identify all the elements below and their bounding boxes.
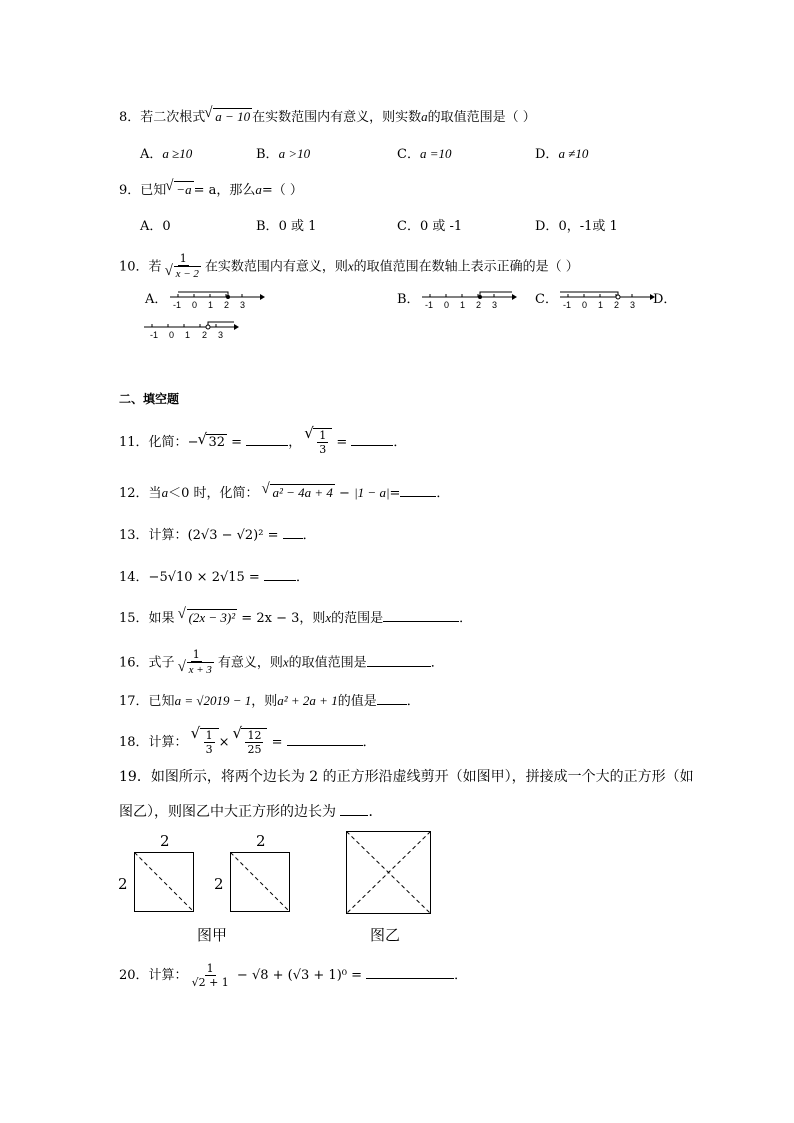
- math-expression: (2√3 − √2)²: [187, 528, 264, 543]
- equals-sign: =: [347, 968, 367, 983]
- radical-expression: √ (2x − 3)²: [187, 609, 238, 625]
- math-expression: −5√10 × 2√15: [148, 570, 245, 585]
- times-sign: ×: [218, 735, 230, 750]
- question-text: 的取值范围是（ ）: [427, 110, 536, 125]
- question-12: [119, 482, 449, 503]
- question-number: 12．: [119, 486, 149, 501]
- side-label: 2: [214, 875, 224, 893]
- fraction: $\frac{1}{√2 + 1}$: [191, 962, 229, 989]
- answer-blank[interactable]: [246, 431, 288, 446]
- question-number: 16．: [119, 655, 149, 671]
- question-text: 已知: [140, 183, 167, 198]
- question-text: 式子: [148, 655, 175, 671]
- period: ．: [406, 694, 420, 709]
- tick-label: 2: [476, 300, 482, 310]
- section-title: 二、填空题: [119, 392, 180, 406]
- period: ．: [302, 528, 316, 543]
- question-8: [119, 108, 536, 127]
- option-d[interactable]: D．0，-1或 1: [535, 219, 618, 234]
- question-number: 19．: [119, 769, 151, 785]
- question-16: [119, 648, 444, 678]
- question-text: 化简：: [148, 435, 188, 450]
- answer-blank[interactable]: [383, 607, 459, 622]
- question-20: [119, 962, 467, 989]
- question-text: = a，那么: [193, 183, 256, 198]
- separator: ，: [288, 435, 302, 450]
- question-text: 计算：: [148, 528, 188, 543]
- answer-blank[interactable]: [264, 566, 296, 581]
- radical-fraction: √ $\frac{1}{3}$: [313, 428, 332, 456]
- question-19: [119, 768, 694, 786]
- question-text: =（ ）: [261, 183, 303, 198]
- tick-label: 2: [224, 300, 230, 310]
- question-text: 的取值范围在数轴上表示正确的是（ ）: [353, 259, 579, 275]
- option-a-label[interactable]: A．: [145, 292, 168, 307]
- question-text: 在实数范围内有意义，则实数: [252, 110, 422, 125]
- option-b-label[interactable]: B．: [397, 292, 420, 307]
- tick-label: 3: [630, 300, 636, 310]
- tick-label: 2: [614, 300, 620, 310]
- question-text: 若: [148, 259, 162, 275]
- question-number: 10．: [119, 259, 149, 275]
- question-text: 已知: [148, 694, 175, 709]
- period: ．: [393, 435, 407, 450]
- variable: a: [255, 182, 262, 197]
- minus-sign: −: [187, 435, 199, 450]
- period: ．: [459, 611, 473, 626]
- radical-expression: √ a − 10: [213, 108, 252, 124]
- answer-blank[interactable]: [287, 731, 363, 746]
- radical-expression: √ −a: [174, 181, 193, 197]
- math-expression: − √8 + (√3 + 1)⁰: [232, 968, 347, 983]
- tick-label: 0: [192, 300, 198, 310]
- number-line-b[interactable]: [420, 287, 520, 311]
- number-line-c[interactable]: [558, 287, 658, 311]
- tick-label: 1: [208, 300, 214, 310]
- tick-label: -1: [173, 300, 182, 310]
- square-figure-2: [230, 852, 290, 912]
- variable: a: [421, 109, 428, 124]
- tick-label: 1: [460, 300, 466, 310]
- square-figure-1: [134, 852, 194, 912]
- tick-label: 0: [444, 300, 450, 310]
- period: ．: [454, 968, 468, 983]
- figure-caption: 图乙: [370, 926, 401, 944]
- tick-label: 1: [185, 330, 191, 340]
- equals-sign: =: [336, 435, 348, 450]
- tick-label: -1: [150, 330, 159, 340]
- variable: x: [282, 654, 289, 670]
- math-expression: a² + 2a + 1: [277, 693, 338, 708]
- question-17: [119, 690, 420, 711]
- answer-blank[interactable]: [367, 652, 431, 667]
- variable: a: [161, 485, 169, 500]
- question-11: [119, 428, 406, 456]
- side-label: 2: [118, 875, 128, 893]
- side-label: 2: [256, 832, 266, 850]
- equation: = 2x − 3，则: [237, 611, 326, 626]
- figure-caption: 图甲: [197, 926, 228, 944]
- question-13: [119, 524, 316, 545]
- equals-sign: =: [231, 435, 243, 450]
- question-text: 如图所示，将两个边长为 2 的正方形沿虚线剪开（如图甲），拼接成一个大的正方形（如: [150, 769, 694, 785]
- option-c[interactable]: C．0 或 -1: [397, 219, 463, 234]
- minus-sign: −: [334, 486, 355, 501]
- question-text: 计算：: [148, 735, 188, 750]
- number-line-a[interactable]: [168, 287, 268, 311]
- tick-label: 3: [240, 300, 246, 310]
- question-text: 计算：: [148, 968, 188, 983]
- question-9: [119, 181, 303, 200]
- question-text: 有意义，则: [217, 655, 283, 671]
- equals-sign: =: [244, 570, 264, 585]
- question-number: 15．: [119, 611, 149, 626]
- answer-blank[interactable]: [377, 690, 407, 705]
- question-text: ，则: [251, 694, 278, 709]
- fraction: 1 √ x + 3: [177, 648, 216, 678]
- question-text: 的范围是: [331, 611, 384, 626]
- question-19-cont: [119, 801, 382, 821]
- radical-expression: √ a² − 4a + 4: [270, 484, 334, 500]
- period: ．: [368, 804, 383, 820]
- answer-blank[interactable]: [283, 524, 303, 539]
- question-14: [119, 566, 309, 587]
- equals-sign: =: [263, 528, 283, 543]
- equals-sign: =: [389, 486, 401, 501]
- question-number: 11．: [119, 435, 149, 450]
- math-expression: a = √2019 − 1: [174, 693, 252, 708]
- tick-label: -1: [563, 300, 572, 310]
- absolute-value: |1 − a|: [354, 485, 390, 500]
- question-18: [119, 728, 376, 756]
- fraction: 1 √ x − 2: [164, 252, 203, 282]
- tick-label: 2: [202, 330, 208, 340]
- answer-blank[interactable]: [400, 482, 436, 497]
- question-text: 的值是: [337, 694, 377, 709]
- big-square-figure: [346, 831, 431, 914]
- radical-expression: √ 32: [206, 434, 227, 450]
- tick-label: 3: [218, 330, 224, 340]
- answer-blank[interactable]: [340, 801, 368, 816]
- period: ．: [430, 655, 444, 671]
- question-number: 17．: [119, 694, 149, 709]
- question-text: 若二次根式: [140, 110, 206, 125]
- variable: x: [325, 610, 332, 625]
- tick-label: 0: [169, 330, 175, 340]
- question-text: ＜0 时，化简：: [168, 486, 259, 501]
- tick-label: 3: [492, 300, 498, 310]
- option-a[interactable]: A．a ≥10: [140, 146, 193, 162]
- side-label: 2: [160, 832, 170, 850]
- radical-fraction: √ $\frac{12}{25}$: [241, 728, 267, 756]
- question-number: 14．: [119, 570, 149, 585]
- question-text: 的取值范围是: [288, 655, 367, 671]
- number-line-d[interactable]: [142, 317, 242, 341]
- question-number: 20．: [119, 968, 149, 983]
- option-a[interactable]: A．0: [140, 219, 171, 234]
- question-10: [119, 252, 579, 282]
- answer-blank[interactable]: [366, 964, 454, 979]
- tick-label: 0: [582, 300, 588, 310]
- question-number: 13．: [119, 528, 149, 543]
- period: ．: [362, 735, 376, 750]
- equals-sign: =: [267, 735, 287, 750]
- period: ．: [436, 486, 450, 501]
- question-15: [119, 607, 472, 628]
- option-d-label[interactable]: D．: [653, 292, 677, 307]
- tick-label: 1: [598, 300, 604, 310]
- option-b[interactable]: B．a >10: [256, 146, 311, 162]
- answer-blank[interactable]: [351, 431, 393, 446]
- question-text: 当: [148, 486, 162, 501]
- option-c[interactable]: C．a =10: [397, 146, 452, 162]
- tick-label: -1: [425, 300, 434, 310]
- question-text: 图乙），则图乙中大正方形的边长为: [119, 804, 336, 820]
- question-number: 9．: [119, 183, 141, 198]
- option-c-label[interactable]: C．: [535, 292, 558, 307]
- option-b[interactable]: B．0 或 1: [256, 219, 317, 234]
- option-d[interactable]: D．a ≠10: [535, 146, 589, 162]
- radical-fraction: √ $\frac{1}{3}$: [200, 728, 219, 756]
- question-text: 在实数范围内有意义，则: [204, 259, 348, 275]
- question-number: 8．: [119, 110, 141, 125]
- question-text: 如果: [148, 611, 175, 626]
- variable: x: [347, 258, 354, 274]
- question-number: 18．: [119, 735, 149, 750]
- period: ．: [295, 570, 309, 585]
